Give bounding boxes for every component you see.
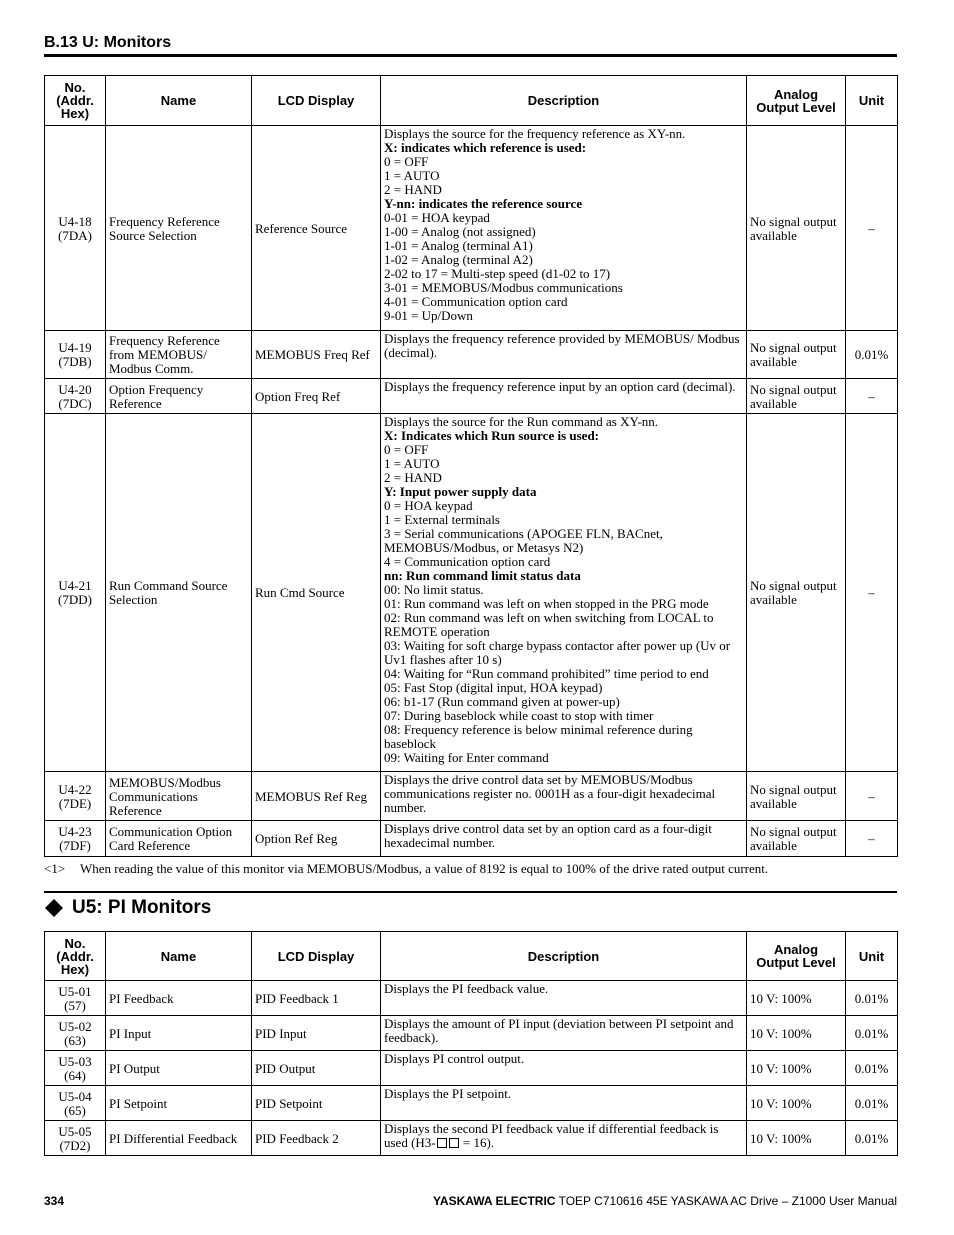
col-name: Name — [106, 932, 252, 981]
description-line: 03: Waiting for soft charge bypass contactor after power up (Uv or Uv1 flashes after 10 s) — [384, 638, 731, 667]
description-line: 9-01 = Up/Down — [384, 308, 473, 323]
cell-analog: 10 V: 100% — [747, 981, 846, 1016]
cell-name: Frequency Reference from MEMOBUS/ Modbus Comm. — [106, 331, 252, 379]
cell-analog: 10 V: 100% — [747, 1121, 846, 1156]
monitor-address: (57) — [64, 997, 86, 1013]
table-row — [45, 1121, 898, 1156]
placeholder-box-icon — [449, 1138, 459, 1148]
description-line: Displays the frequency reference provided by MEMOBUS/ Modbus (decimal). — [384, 331, 740, 360]
cell-description — [381, 1051, 747, 1086]
description-line: X: Indicates which Run source is used: — [384, 428, 600, 443]
cell-description — [381, 1016, 747, 1051]
description-line: 1 = AUTO — [384, 456, 440, 471]
cell-description — [381, 981, 747, 1016]
cell-analog: No signal output available — [747, 821, 846, 857]
monitor-number: U4-19 — [58, 340, 92, 355]
cell-description — [381, 414, 747, 772]
cell-unit: 0.01% — [846, 1121, 898, 1156]
cell-lcd: MEMOBUS Freq Ref — [252, 331, 381, 379]
description-line: 2 = HAND — [384, 182, 442, 197]
subsection-title: U5: PI Monitors — [72, 897, 212, 918]
cell-name: PI Feedback — [106, 981, 252, 1016]
description-line: 4 = Communication option card — [384, 554, 551, 569]
monitor-address: (65) — [64, 1102, 86, 1118]
description-line: 1 = AUTO — [384, 168, 440, 183]
table-row — [45, 1051, 898, 1086]
monitor-address: (64) — [64, 1067, 86, 1083]
cell-analog: No signal output available — [747, 379, 846, 414]
footer-manual-title — [433, 1194, 897, 1208]
subsection-heading — [44, 897, 211, 919]
cell-description — [381, 331, 747, 379]
col-no: No. (Addr. Hex) — [45, 76, 106, 126]
description-line: nn: Run command limit status data — [384, 568, 581, 583]
cell-name: PI Input — [106, 1016, 252, 1051]
cell-analog: 10 V: 100% — [747, 1051, 846, 1086]
col-no: No. (Addr. Hex) — [45, 932, 106, 981]
description-line: 09: Waiting for Enter command — [384, 750, 549, 765]
description-line: Displays the drive control data set by MEMOBUS/Modbus communications register no. 0001H as a four-digit hexadecimal number. — [384, 772, 716, 815]
col-analog: Analog Output Level — [747, 932, 846, 981]
description-line: 0 = OFF — [384, 442, 429, 457]
cell-description — [381, 126, 747, 331]
monitor-number: U4-21 — [58, 578, 92, 593]
description-line: X: indicates which reference is used: — [384, 140, 587, 155]
description-line: Displays the source for the frequency reference as XY-nn. — [384, 126, 686, 141]
cell-analog: No signal output available — [747, 414, 846, 772]
cell-analog: No signal output available — [747, 772, 846, 821]
table-row — [45, 1086, 898, 1121]
monitor-address: (7DD) — [58, 592, 92, 607]
monitor-number: U4-23 — [58, 824, 92, 839]
footnote — [44, 861, 768, 877]
monitor-number: U5-03 — [58, 1053, 92, 1069]
cell-no — [45, 1121, 106, 1156]
section-title: B.13 U: Monitors — [44, 34, 172, 51]
description-line: 05: Fast Stop (digital input, HOA keypad) — [384, 680, 603, 695]
cell-name: PI Output — [106, 1051, 252, 1086]
u5-monitor-table — [44, 931, 898, 1156]
description-line: 0-01 = HOA keypad — [384, 210, 490, 225]
cell-lcd: PID Feedback 2 — [252, 1121, 381, 1156]
cell-description — [381, 1121, 747, 1156]
cell-unit: – — [846, 821, 898, 857]
cell-analog: No signal output available — [747, 331, 846, 379]
description-line: 02: Run command was left on when switching from LOCAL to REMOTE operation — [384, 610, 714, 639]
table-row — [45, 331, 898, 379]
cell-unit: – — [846, 126, 898, 331]
cell-analog: 10 V: 100% — [747, 1016, 846, 1051]
description-text: Displays the PI feedback value. — [384, 981, 549, 996]
subsection-rule — [44, 891, 897, 893]
description-suffix: = 16). — [459, 1135, 495, 1150]
cell-no — [45, 821, 106, 857]
description-text: Displays the amount of PI input (deviation between PI setpoint and feedback). — [384, 1016, 734, 1045]
cell-unit: 0.01% — [846, 1016, 898, 1051]
description-line: 06: b1-17 (Run command given at power-up) — [384, 694, 620, 709]
description-line: 0 = OFF — [384, 154, 429, 169]
monitor-number: U5-05 — [58, 1123, 92, 1139]
cell-unit: 0.01% — [846, 1051, 898, 1086]
col-description: Description — [381, 932, 747, 981]
monitor-number: U5-04 — [58, 1088, 92, 1104]
col-unit: Unit — [846, 76, 898, 126]
col-lcd: LCD Display — [252, 76, 381, 126]
cell-description — [381, 379, 747, 414]
section-rule — [44, 54, 897, 57]
cell-no — [45, 1086, 106, 1121]
cell-name: Frequency Reference Source Selection — [106, 126, 252, 331]
col-name: Name — [106, 76, 252, 126]
table-row — [45, 981, 898, 1016]
monitor-address: (7DB) — [58, 354, 92, 369]
table-row — [45, 379, 898, 414]
diamond-bullet-icon — [44, 898, 64, 918]
cell-no — [45, 1051, 106, 1086]
cell-analog: No signal output available — [747, 126, 846, 331]
table-row — [45, 821, 898, 857]
monitor-number: U5-02 — [58, 1018, 92, 1034]
footer-brand: YASKAWA ELECTRIC — [433, 1194, 556, 1208]
cell-unit: 0.01% — [846, 981, 898, 1016]
cell-lcd: Option Ref Reg — [252, 821, 381, 857]
description-line: 3-01 = MEMOBUS/Modbus communications — [384, 280, 623, 295]
cell-analog: 10 V: 100% — [747, 1086, 846, 1121]
footnote-marker: <1> — [44, 861, 66, 876]
monitor-number: U4-20 — [58, 381, 92, 397]
col-unit: Unit — [846, 932, 898, 981]
description-line: 00: No limit status. — [384, 582, 484, 597]
monitor-address: (7DA) — [58, 227, 92, 243]
cell-unit: – — [846, 414, 898, 772]
cell-name: PI Differential Feedback — [106, 1121, 252, 1156]
description-line: 3 = Serial communications (APOGEE FLN, BACnet, MEMOBUS/Modbus, or Metasys N2) — [384, 526, 663, 555]
cell-lcd: MEMOBUS Ref Reg — [252, 772, 381, 821]
footer-manual: TOEP C710616 45E YASKAWA AC Drive – Z1000 User Manual — [555, 1194, 897, 1208]
description-line: 01: Run command was left on when stopped in the PRG mode — [384, 596, 709, 611]
description-line: 04: Waiting for “Run command prohibited” time period to end — [384, 666, 709, 681]
table-row — [45, 772, 898, 821]
cell-description — [381, 821, 747, 857]
description-line: Displays drive control data set by an option card as a four-digit hexadecimal number. — [384, 821, 712, 850]
footnote-text: When reading the value of this monitor via MEMOBUS/Modbus, a value of 8192 is equal to 100% of the drive rated output current. — [80, 861, 769, 876]
description-line: 0 = HOA keypad — [384, 498, 473, 513]
cell-unit: 0.01% — [846, 1086, 898, 1121]
cell-lcd: Reference Source — [252, 126, 381, 331]
description-text: Displays the PI setpoint. — [384, 1086, 512, 1101]
cell-no — [45, 772, 106, 821]
col-analog: Analog Output Level — [747, 76, 846, 126]
monitor-number: U4-22 — [58, 781, 92, 797]
cell-name: Run Command Source Selection — [106, 414, 252, 772]
monitor-address: (63) — [64, 1032, 86, 1048]
col-description: Description — [381, 76, 747, 126]
description-line: 4-01 = Communication option card — [384, 294, 568, 309]
cell-name: Communication Option Card Reference — [106, 821, 252, 857]
cell-name: PI Setpoint — [106, 1086, 252, 1121]
cell-description — [381, 772, 747, 821]
table-header-row — [45, 76, 898, 126]
monitor-number: U4-18 — [58, 213, 92, 229]
table-header-row — [45, 932, 898, 981]
cell-unit: – — [846, 379, 898, 414]
cell-lcd: PID Output — [252, 1051, 381, 1086]
u4-monitor-table — [44, 75, 898, 857]
cell-lcd: Option Freq Ref — [252, 379, 381, 414]
cell-no — [45, 981, 106, 1016]
description-line: 2-02 to 17 = Multi-step speed (d1-02 to 17) — [384, 266, 611, 281]
table-row — [45, 126, 898, 331]
cell-description — [381, 1086, 747, 1121]
description-text: Displays PI control output. — [384, 1051, 525, 1066]
cell-no — [45, 126, 106, 331]
description-line: Displays the frequency reference input by an option card (decimal). — [384, 379, 736, 394]
cell-name: MEMOBUS/Modbus Communications Reference — [106, 772, 252, 821]
description-line: 07: During baseblock while coast to stop with timer — [384, 708, 654, 723]
cell-lcd: PID Feedback 1 — [252, 981, 381, 1016]
col-lcd: LCD Display — [252, 932, 381, 981]
description-line: 08: Frequency reference is below minimal reference during baseblock — [384, 722, 693, 751]
description-line: 1-00 = Analog (not assigned) — [384, 224, 536, 239]
cell-unit: – — [846, 772, 898, 821]
monitor-number: U5-01 — [58, 983, 92, 999]
description-line: Displays the source for the Run command as XY-nn. — [384, 414, 659, 429]
description-line: 1-01 = Analog (terminal A1) — [384, 238, 533, 253]
cell-lcd: PID Setpoint — [252, 1086, 381, 1121]
table-row — [45, 1016, 898, 1051]
description-text: Displays the second PI feedback value if differential feedback is used (H3- — [384, 1121, 719, 1150]
placeholder-box-icon — [437, 1138, 447, 1148]
table-row — [45, 414, 898, 772]
description-line: Y: Input power supply data — [384, 484, 537, 499]
description-line: Y-nn: indicates the reference source — [384, 196, 583, 211]
cell-unit: 0.01% — [846, 331, 898, 379]
cell-lcd: Run Cmd Source — [252, 414, 381, 772]
description-line: 2 = HAND — [384, 470, 442, 485]
cell-name: Option Frequency Reference — [106, 379, 252, 414]
cell-lcd: PID Input — [252, 1016, 381, 1051]
monitor-address: (7D2) — [59, 1137, 91, 1153]
description-line: 1 = External terminals — [384, 512, 500, 527]
description-line: 1-02 = Analog (terminal A2) — [384, 252, 533, 267]
monitor-address: (7DE) — [58, 795, 92, 811]
monitor-address: (7DC) — [58, 395, 92, 411]
page-number: 334 — [44, 1194, 65, 1208]
cell-no — [45, 379, 106, 414]
cell-no — [45, 1016, 106, 1051]
monitor-address: (7DF) — [59, 838, 91, 853]
cell-no — [45, 414, 106, 772]
cell-no — [45, 331, 106, 379]
